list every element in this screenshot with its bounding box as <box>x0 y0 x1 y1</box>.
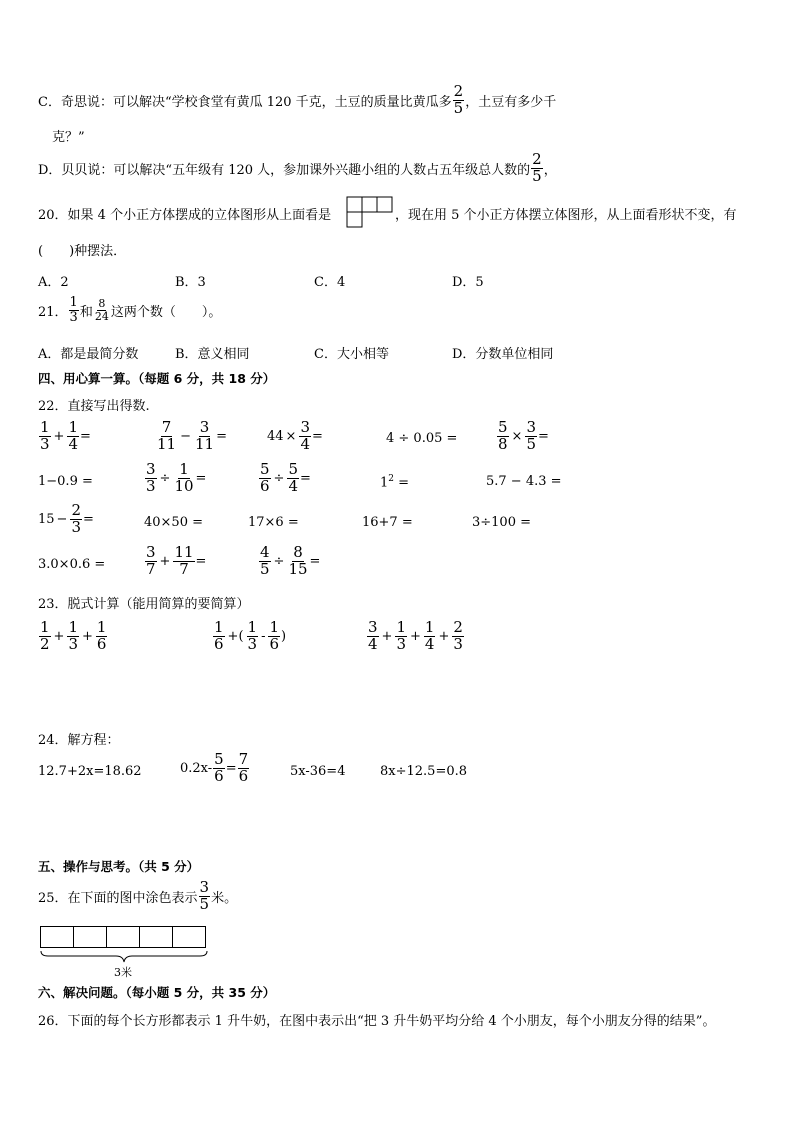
length-brace <box>40 950 208 964</box>
q22-expr-3: 44 × $\frac{3}{4}$ = <box>267 418 323 453</box>
q20-option-c: C．4 <box>314 275 346 290</box>
section-4-heading: 四、用心算一算。（每题 6 分，共 18 分） <box>38 371 276 386</box>
q20-stem-cont: ，现在用 5 个小正方体摆立体图形，从上面看形状不变，有 <box>395 208 737 223</box>
length-label: 3米 <box>114 966 132 979</box>
fraction: $\frac{8}{24}$ <box>94 297 109 323</box>
q22-expr-11: 15 − $\frac{2}{3}$ = <box>38 501 94 536</box>
q22-expr-12: 40×50 = <box>144 515 204 530</box>
q19-option-c-line2: 克？” <box>52 130 85 145</box>
q21-option-d: D．分数单位相同 <box>452 347 554 362</box>
q22-expr-14: 16+7 = <box>362 515 413 530</box>
q20-option-b: B．3 <box>175 275 206 290</box>
q21-option-b: B．意义相同 <box>175 347 250 362</box>
q22-expr-18: $\frac{4}{5}$ ÷ $\frac{8}{15}$ = <box>260 543 321 578</box>
q22-expr-10: 5.7 − 4.3 = <box>486 474 562 489</box>
q22-expr-2: $\frac{7}{11}$ − $\frac{3}{11}$ = <box>157 418 227 453</box>
q24-eq-4: 8x÷12.5=0.8 <box>380 764 468 779</box>
q23-calc-3: $\frac{3}{4}$ + $\frac{1}{3}$ + $\frac{1}{4}$ + $\frac{2}{3}$ <box>368 618 463 653</box>
q22-expr-8: $\frac{5}{6}$ ÷ $\frac{5}{4}$ = <box>260 460 311 495</box>
q20-stem-line2: ( )种摆法． <box>38 244 127 259</box>
strip-cell[interactable] <box>41 927 74 947</box>
q22-expr-1: $\frac{1}{3}$ + $\frac{1}{4}$ = <box>40 418 91 453</box>
strip-cell[interactable] <box>107 927 140 947</box>
q22-expr-4: 4 ÷ 0.05 = <box>386 431 458 446</box>
q22-expr-17: $\frac{3}{7}$ + $\frac{11}{7}$ = <box>146 543 207 578</box>
q19-option-d: D．贝贝说：可以解决“五年级有 120 人，参加课外兴趣小组的人数占五年级总人数的 $\frac{2}{5}$ ， <box>38 150 557 185</box>
section-5-heading: 五、操作与思考。（共 5 分） <box>38 859 200 874</box>
q24-eq-3: 5x-36=4 <box>290 764 346 779</box>
q23-title: 23．脱式计算（能用简算的要简算） <box>38 597 250 612</box>
q21-option-c: C．大小相等 <box>314 347 389 362</box>
q22-expr-5: $\frac{5}{8}$ × $\frac{3}{5}$ = <box>498 418 549 453</box>
q20-option-a: A．2 <box>38 275 69 290</box>
strip-cell[interactable] <box>140 927 173 947</box>
q24-title: 24．解方程： <box>38 733 120 748</box>
q19-option-c: C．奇思说：可以解决“学校食堂有黄瓜 120 千克，土豆的质量比黄瓜多 $\frac{2}{5}$ ，土豆有多少千 <box>38 82 557 117</box>
five-segment-strip[interactable] <box>40 926 206 948</box>
fraction: $\frac{2}{5}$ <box>453 82 464 117</box>
q22-title: 22．直接写出得数. <box>38 399 150 414</box>
strip-cell[interactable] <box>173 927 205 947</box>
top-view-shape-figure <box>346 196 394 228</box>
q21-stem: 21． $\frac{1}{3}$ 和 $\frac{8}{24}$ 这两个数（ ）。 <box>38 295 222 325</box>
q20-option-d: D．5 <box>452 275 484 290</box>
q21-option-a: A．都是最简分数 <box>38 347 139 362</box>
q22-expr-6: 1−0.9 = <box>38 474 93 489</box>
q20-stem: 20．如果 4 个小正方体摆成的立体图形从上面看是 <box>38 208 332 223</box>
fraction: $\frac{2}{5}$ <box>532 150 542 185</box>
q22-expr-15: 3÷100 = <box>472 515 532 530</box>
q24-eq-1: 12.7+2x=18.62 <box>38 764 142 779</box>
q22-expr-7: $\frac{3}{3}$ ÷ $\frac{1}{10}$ = <box>146 460 207 495</box>
q26-stem: 26．下面的每个长方形都表示 1 升牛奶，在图中表示出“把 3 升牛奶平均分给 4 个小朋友，每个小朋友分得的结果”。 <box>38 1014 716 1029</box>
q22-expr-9: $1^2$ = <box>380 474 410 491</box>
strip-cell[interactable] <box>74 927 107 947</box>
section-6-heading: 六、解决问题。（每小题 5 分，共 35 分） <box>38 985 276 1000</box>
q25-stem: 25．在下面的图中涂色表示 $\frac{3}{5}$ 米。 <box>38 878 238 913</box>
q23-calc-1: $\frac{1}{2}$ + $\frac{1}{3}$ + $\frac{1}{6}$ <box>40 618 107 653</box>
q23-calc-2: $\frac{1}{6}$ +( $\frac{1}{3}$ - $\frac{1}{6}$ ) <box>214 618 287 653</box>
fraction: $\frac{1}{3}$ <box>69 295 78 325</box>
q22-expr-13: 17×6 = <box>248 515 299 530</box>
q24-eq-2: 0.2x- $\frac{5}{6}$ = $\frac{7}{6}$ <box>180 750 249 785</box>
q22-expr-16: 3.0×0.6 = <box>38 557 106 572</box>
